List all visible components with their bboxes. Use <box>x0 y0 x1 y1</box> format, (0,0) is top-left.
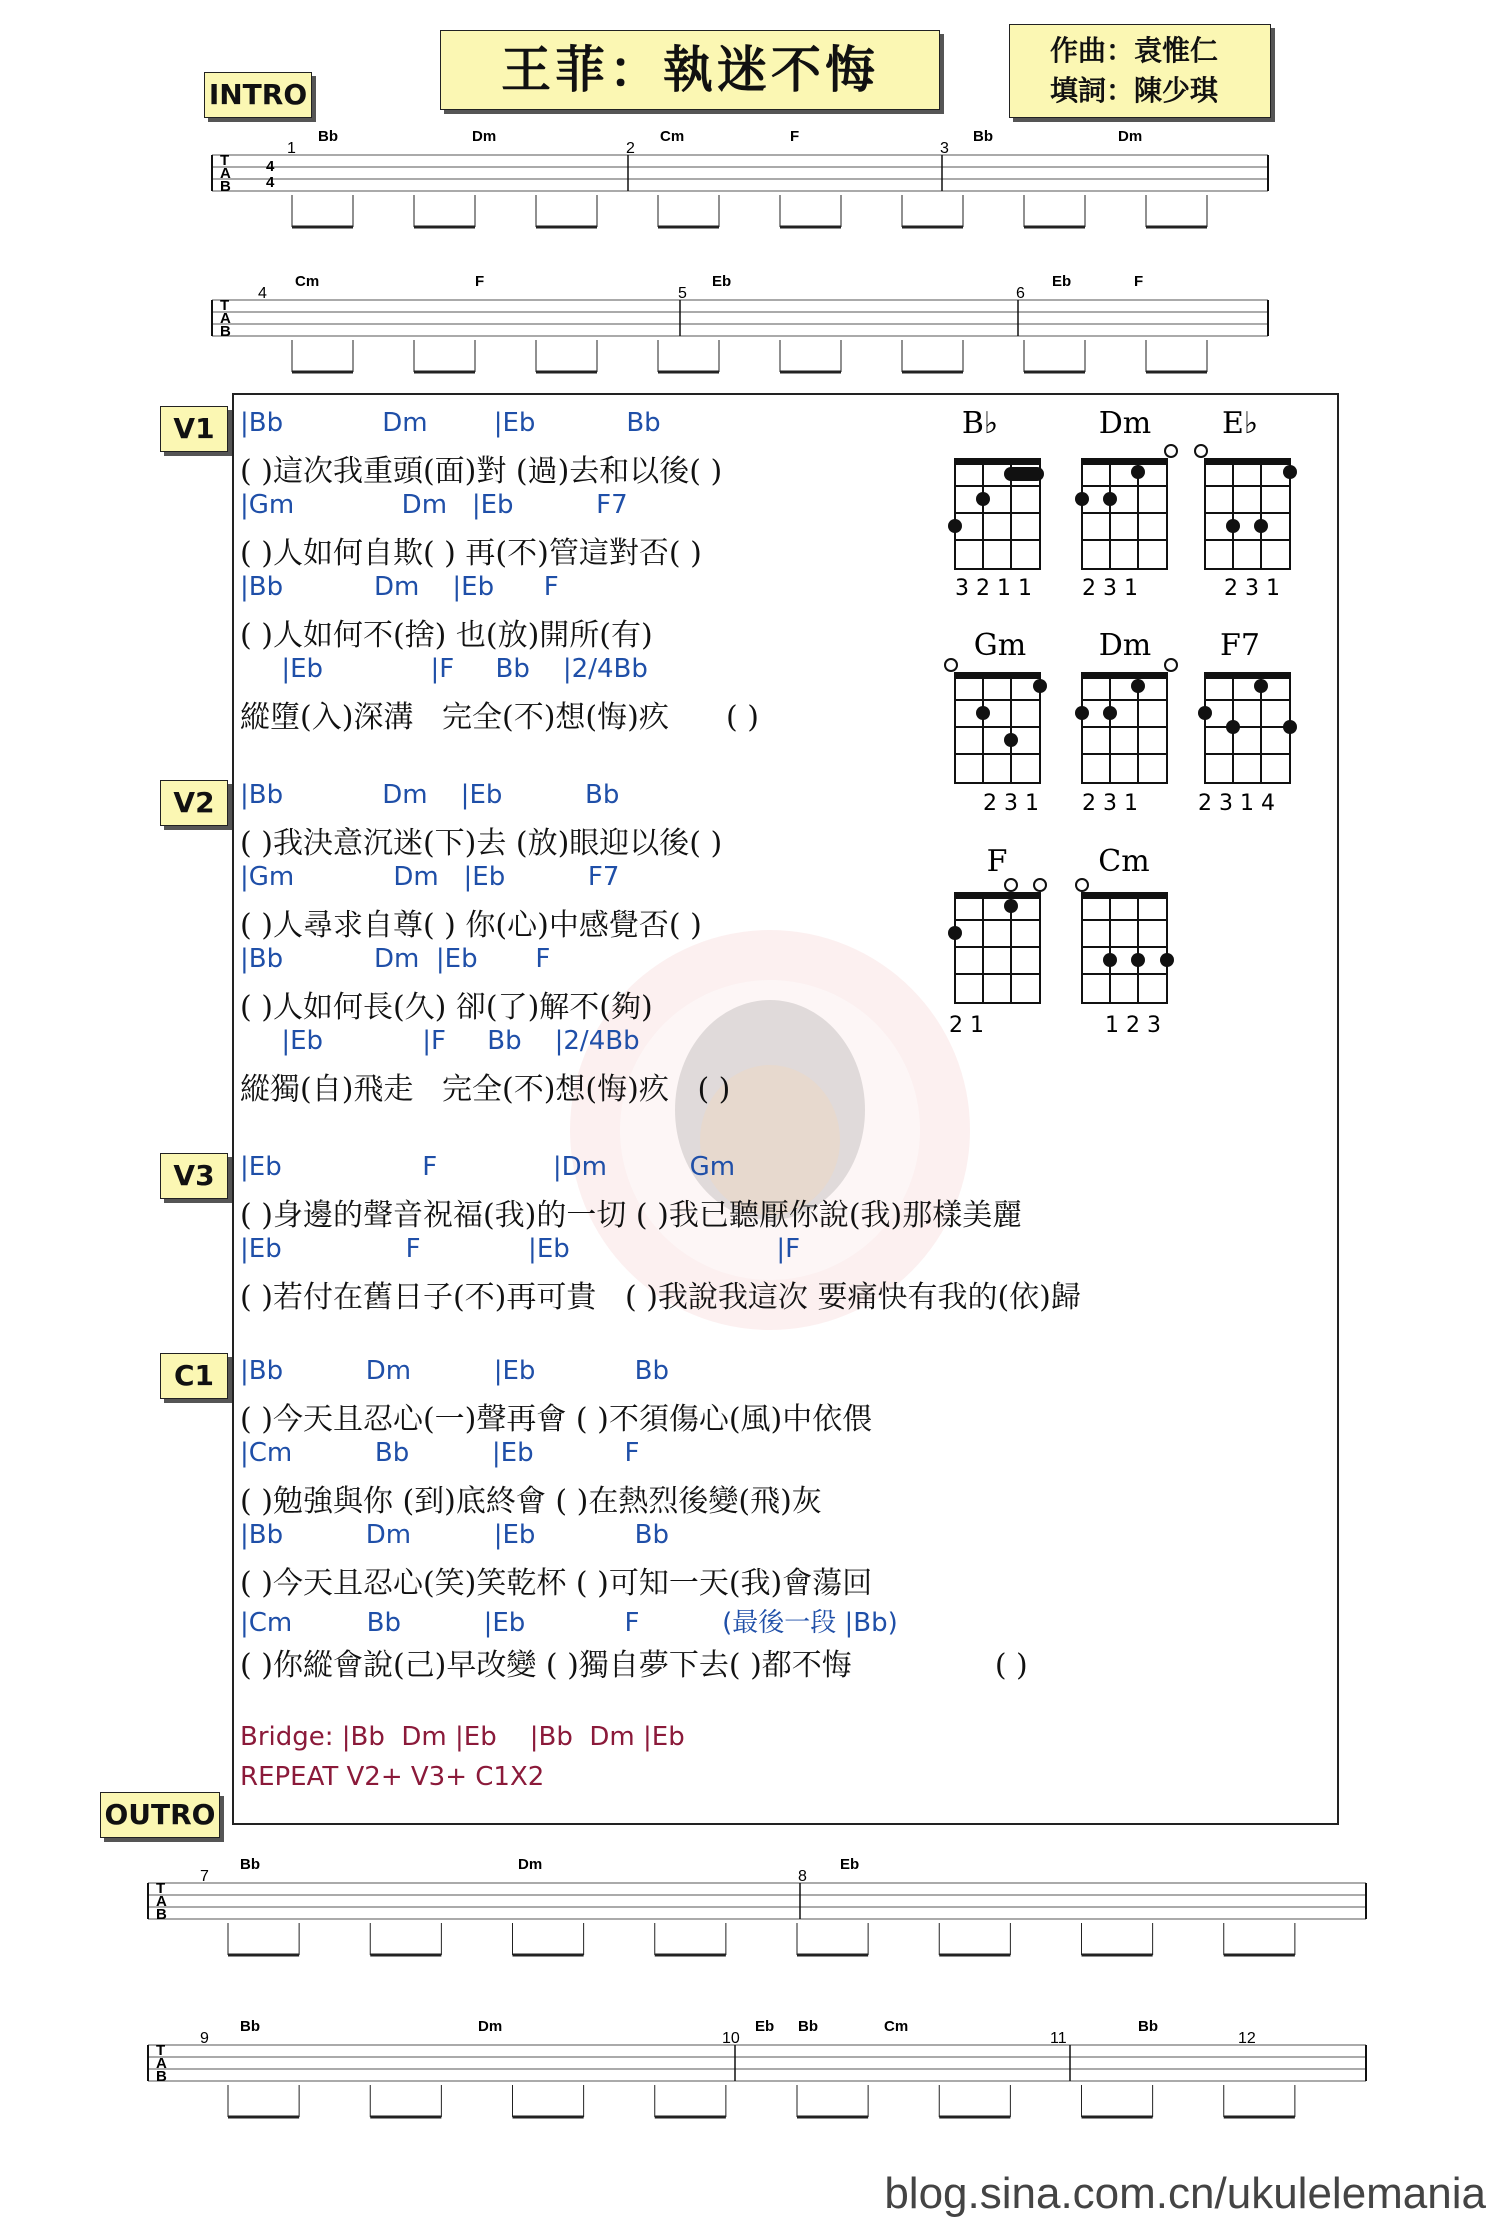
lyric-line: ( )你縱會說(己)早改變 ( )獨自夢下去( )都不悔 ( ) <box>240 1648 1028 1683</box>
svg-text:Gm: Gm <box>973 628 1027 663</box>
lyric-line: ( )這次我重頭(面)對 (過)去和以後( ) <box>240 454 723 489</box>
tab-label-t: T <box>220 297 230 314</box>
lyric-line: 縱獨(自)飛走 完全(不)想(悔)疚 ( ) <box>240 1072 731 1107</box>
measure-number: 12 <box>1238 2030 1256 2047</box>
repeat-line: REPEAT V2+ V3+ C1X2 <box>240 1762 545 1792</box>
tab-label-a: A <box>156 1893 167 1910</box>
lyric-line: ( )人如何長(久) 卻(了)解不(夠) <box>240 990 653 1025</box>
svg-text:Cm: Cm <box>1098 844 1150 879</box>
section-tag-outro: OUTRO <box>100 1792 220 1838</box>
svg-text:F: F <box>986 844 1008 879</box>
lyric-line: ( )我決意沉迷(下)去 (放)眼迎以後( ) <box>240 826 723 861</box>
measure-number: 6 <box>1016 285 1025 302</box>
svg-text:2 3 1: 2 3 1 <box>1082 791 1138 816</box>
tab-chord-label: Bb <box>973 128 993 145</box>
chord-line: |Bb Dm |Eb Bb <box>240 1520 669 1550</box>
time-signature-top: 4 <box>266 158 275 175</box>
lyric-line: ( )今天且忍心(笑)笑乾杯 ( )可知一天(我)會蕩回 <box>240 1566 873 1601</box>
tab-chord-label: Bb <box>1138 2018 1158 2035</box>
tab-chord-label: F <box>475 273 485 290</box>
measure-number: 5 <box>678 285 687 302</box>
chord-line: |Eb |F Bb |2/4Bb <box>240 1026 640 1056</box>
tab-label-a: A <box>220 310 231 327</box>
tab-chord-label: Dm <box>1118 128 1143 145</box>
measure-number: 8 <box>798 1868 807 1885</box>
svg-text:2 3 1 4: 2 3 1 4 <box>1198 791 1275 816</box>
measure-number: 7 <box>200 1868 209 1885</box>
chord-line: |Bb Dm |Eb Bb <box>240 408 661 438</box>
composer-credit: 作曲：袁惟仁 <box>1050 34 1219 67</box>
tab-chord-label: Cm <box>884 2018 909 2035</box>
chord-line: |Cm Bb |Eb F <box>240 1438 640 1468</box>
svg-text:1 2 3: 1 2 3 <box>1105 1013 1161 1038</box>
svg-text:Dm: Dm <box>1098 628 1152 663</box>
measure-number: 1 <box>287 140 296 157</box>
tab-chord-label: Bb <box>318 128 338 145</box>
lyric-line: 縱墮(入)深溝 完全(不)想(悔)疚 ( ) <box>240 700 759 735</box>
chord-line: |Cm Bb |Eb F (最後一段 |Bb) <box>240 1608 898 1638</box>
tab-label-t: T <box>220 152 230 169</box>
lyricist-credit: 填詞：陳少琪 <box>1050 74 1219 107</box>
tab-chord-label: Bb <box>240 2018 260 2035</box>
chord-line: |Gm Dm |Eb F7 <box>240 862 620 892</box>
chord-line: |Gm Dm |Eb F7 <box>240 490 628 520</box>
finger-numbers: 3 2 1 1 <box>955 576 1032 601</box>
tab-chord-label: Bb <box>798 2018 818 2035</box>
lyric-line: ( )勉強與你 (到)底終會 ( )在熱烈後變(飛)灰 <box>240 1484 822 1519</box>
tab-label-t: T <box>156 1880 166 1897</box>
blog-watermark: blog.sina.com.cn/ukulelemania <box>884 2169 1486 2218</box>
tab-chord-label: F <box>1134 273 1144 290</box>
tab-chord-label: Eb <box>1052 273 1072 290</box>
tab-chord-label: Bb <box>240 1856 260 1873</box>
tab-chord-label: Dm <box>472 128 497 145</box>
svg-text:2 1: 2 1 <box>949 1013 984 1038</box>
tab-chord-label: Eb <box>712 273 732 290</box>
measure-number: 10 <box>722 2030 740 2047</box>
measure-number: 3 <box>940 140 949 157</box>
svg-text:Dm: Dm <box>1098 406 1152 441</box>
lyric-line: ( )人尋求自尊( ) 你(心)中感覺否( ) <box>240 908 702 943</box>
chord-line: |Eb |F Bb |2/4Bb <box>240 654 648 684</box>
lyric-line: ( )人如何不(捨) 也(放)開所(有) <box>240 618 653 653</box>
measure-number: 4 <box>258 285 267 302</box>
tab-label-b: B <box>220 178 231 195</box>
section-tag-v2: V2 <box>160 780 228 826</box>
song-title: 王菲：執迷不悔 <box>440 30 940 110</box>
tab-label-b: B <box>156 2068 167 2085</box>
svg-text:E♭: E♭ <box>1221 406 1259 441</box>
tab-label-b: B <box>156 1906 167 1923</box>
svg-text:2 3 1: 2 3 1 <box>1224 576 1280 601</box>
measure-number: 2 <box>626 140 635 157</box>
section-tag-v3: V3 <box>160 1153 228 1199</box>
tab-chord-label: Eb <box>840 1856 860 1873</box>
tab-label-a: A <box>220 165 231 182</box>
tab-label-t: T <box>156 2042 166 2059</box>
svg-text:F7: F7 <box>1220 628 1260 663</box>
bridge-line: Bridge: |Bb Dm |Eb |Bb Dm |Eb <box>240 1722 685 1752</box>
chord-line: |Bb Dm |Eb F <box>240 944 551 974</box>
tab-label-b: B <box>220 323 231 340</box>
chord-line: |Eb F |Dm Gm <box>240 1152 736 1182</box>
tab-chord-label: Dm <box>518 1856 543 1873</box>
chord-line: |Bb Dm |Eb Bb <box>240 1356 669 1386</box>
measure-number: 11 <box>1050 2030 1067 2047</box>
chord-line: |Bb Dm |Eb F <box>240 572 559 602</box>
section-tag-intro: INTRO <box>204 72 312 118</box>
lyric-line: ( )今天且忍心(一)聲再會 ( )不須傷心(風)中依偎 <box>240 1402 873 1437</box>
chord-name: B♭ <box>961 406 999 441</box>
lyric-line: ( )人如何自欺( ) 再(不)管這對否( ) <box>240 536 702 571</box>
chord-line: |Eb F |Eb |F <box>240 1234 801 1264</box>
svg-text:2 3 1: 2 3 1 <box>983 791 1039 816</box>
chord-line: |Bb Dm |Eb Bb <box>240 780 620 810</box>
svg-text:2 3 1: 2 3 1 <box>1082 576 1138 601</box>
section-tag-c1: C1 <box>160 1353 228 1399</box>
measure-number: 9 <box>200 2030 209 2047</box>
tab-chord-label: Dm <box>478 2018 503 2035</box>
time-signature-bottom: 4 <box>266 174 275 191</box>
tab-chord-label: F <box>790 128 800 145</box>
tab-chord-label: Cm <box>295 273 320 290</box>
lyric-line: ( )身邊的聲音祝福(我)的一切 ( )我已聽厭你說(我)那樣美麗 <box>240 1198 1023 1233</box>
tab-chord-label: Eb <box>755 2018 775 2035</box>
tab-chord-label: Cm <box>660 128 685 145</box>
lyric-line: ( )若付在舊日子(不)再可貴 ( )我說我這次 要痛快有我的(依)歸 <box>240 1280 1081 1315</box>
section-tag-v1: V1 <box>160 406 228 452</box>
tab-label-a: A <box>156 2055 167 2072</box>
